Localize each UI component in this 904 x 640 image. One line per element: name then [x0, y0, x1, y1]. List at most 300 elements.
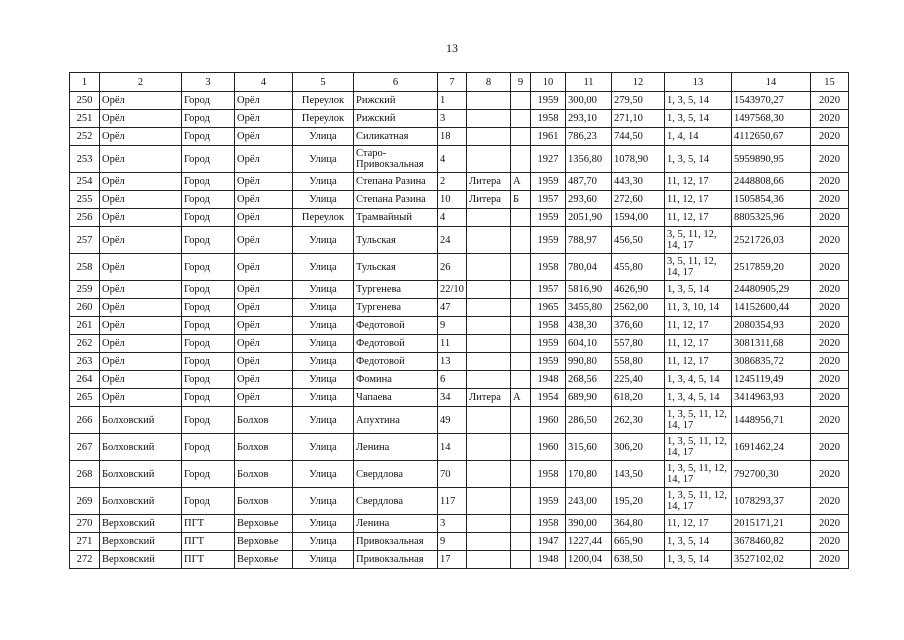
cell-plan-year: 2020	[811, 317, 849, 335]
cell-total-area: 1356,80	[566, 146, 612, 173]
cell-letter: Б	[511, 191, 531, 209]
cell-cost: 2517859,20	[732, 254, 811, 281]
cell-letter: А	[511, 173, 531, 191]
cell-total-area: 1200,04	[566, 551, 612, 569]
cell-settlement: Болхов	[235, 488, 293, 515]
table-row	[70, 227, 849, 254]
cell-district: Болховский	[100, 434, 182, 461]
cell-total-area: 438,30	[566, 317, 612, 335]
column-header: 1	[70, 73, 100, 92]
cell-street: Рижский	[354, 110, 438, 128]
cell-cost: 2015171,21	[732, 515, 811, 533]
cell-cost: 1543970,27	[732, 92, 811, 110]
cell-total-area: 286,50	[566, 407, 612, 434]
column-header: 4	[235, 73, 293, 92]
cell-settlement: Орёл	[235, 335, 293, 353]
cell-plan-year: 2020	[811, 209, 849, 227]
cell-street: Степана Разина	[354, 191, 438, 209]
cell-plan-year: 2020	[811, 434, 849, 461]
cell-year: 1954	[531, 389, 566, 407]
cell-row-number: 263	[70, 353, 100, 371]
cell-work-types: 11, 12, 17	[665, 317, 732, 335]
cell-year: 1957	[531, 281, 566, 299]
cell-district: Орёл	[100, 110, 182, 128]
cell-work-types: 1, 3, 5, 14	[665, 533, 732, 551]
cell-letter	[511, 146, 531, 173]
column-header: 10	[531, 73, 566, 92]
cell-house-number: 11	[438, 335, 467, 353]
table-row	[70, 407, 849, 434]
cell-settlement: Верховье	[235, 551, 293, 569]
cell-row-number: 253	[70, 146, 100, 173]
column-header: 12	[612, 73, 665, 92]
cell-living-area: 4626,90	[612, 281, 665, 299]
cell-letter-label	[467, 281, 511, 299]
cell-living-area: 2562,00	[612, 299, 665, 317]
cell-cost: 1505854,36	[732, 191, 811, 209]
cell-work-types: 11, 12, 17	[665, 335, 732, 353]
cell-settlement-type: Город	[182, 92, 235, 110]
cell-street-type: Улица	[293, 353, 354, 371]
cell-district: Орёл	[100, 389, 182, 407]
cell-settlement-type: Город	[182, 353, 235, 371]
cell-year: 1959	[531, 488, 566, 515]
cell-row-number: 269	[70, 488, 100, 515]
buildings-table	[69, 72, 849, 569]
cell-plan-year: 2020	[811, 389, 849, 407]
cell-district: Орёл	[100, 128, 182, 146]
cell-street: Старо-Привокзальная	[354, 146, 438, 173]
cell-settlement-type: Город	[182, 173, 235, 191]
table-row	[70, 389, 849, 407]
cell-living-area: 225,40	[612, 371, 665, 389]
cell-street-type: Улица	[293, 317, 354, 335]
cell-settlement: Орёл	[235, 281, 293, 299]
cell-work-types: 1, 3, 5, 14	[665, 146, 732, 173]
cell-year: 1965	[531, 299, 566, 317]
cell-plan-year: 2020	[811, 146, 849, 173]
cell-district: Верховский	[100, 515, 182, 533]
cell-house-number: 24	[438, 227, 467, 254]
cell-cost: 1691462,24	[732, 434, 811, 461]
cell-living-area: 455,80	[612, 254, 665, 281]
cell-street: Федотовой	[354, 335, 438, 353]
table-row	[70, 191, 849, 209]
column-header: 13	[665, 73, 732, 92]
cell-district: Орёл	[100, 299, 182, 317]
cell-settlement: Орёл	[235, 110, 293, 128]
cell-year: 1960	[531, 407, 566, 434]
cell-work-types: 11, 3, 10, 14	[665, 299, 732, 317]
cell-settlement-type: Город	[182, 281, 235, 299]
cell-work-types: 11, 12, 17	[665, 209, 732, 227]
cell-work-types: 11, 12, 17	[665, 173, 732, 191]
cell-cost: 792700,30	[732, 461, 811, 488]
cell-street: Федотовой	[354, 317, 438, 335]
cell-settlement: Орёл	[235, 317, 293, 335]
cell-street: Степана Разина	[354, 173, 438, 191]
cell-street: Привокзальная	[354, 551, 438, 569]
table-row	[70, 254, 849, 281]
cell-street-type: Улица	[293, 299, 354, 317]
cell-work-types: 1, 3, 5, 11, 12, 14, 17	[665, 488, 732, 515]
cell-work-types: 11, 12, 17	[665, 191, 732, 209]
cell-letter-label	[467, 515, 511, 533]
cell-street: Ленина	[354, 515, 438, 533]
cell-settlement: Болхов	[235, 407, 293, 434]
cell-work-types: 1, 4, 14	[665, 128, 732, 146]
table-header-row	[70, 73, 849, 92]
cell-living-area: 1078,90	[612, 146, 665, 173]
cell-letter-label	[467, 407, 511, 434]
column-header: 11	[566, 73, 612, 92]
cell-total-area: 2051,90	[566, 209, 612, 227]
table-row	[70, 551, 849, 569]
cell-year: 1958	[531, 317, 566, 335]
cell-living-area: 143,50	[612, 461, 665, 488]
cell-settlement: Орёл	[235, 146, 293, 173]
cell-plan-year: 2020	[811, 191, 849, 209]
cell-settlement: Орёл	[235, 389, 293, 407]
cell-year: 1959	[531, 335, 566, 353]
cell-district: Орёл	[100, 371, 182, 389]
cell-year: 1959	[531, 92, 566, 110]
cell-total-area: 604,10	[566, 335, 612, 353]
column-header: 6	[354, 73, 438, 92]
cell-living-area: 557,80	[612, 335, 665, 353]
cell-year: 1958	[531, 254, 566, 281]
cell-plan-year: 2020	[811, 227, 849, 254]
cell-total-area: 786,23	[566, 128, 612, 146]
cell-house-number: 47	[438, 299, 467, 317]
cell-living-area: 558,80	[612, 353, 665, 371]
table-row	[70, 533, 849, 551]
cell-street-type: Улица	[293, 389, 354, 407]
cell-settlement-type: Город	[182, 335, 235, 353]
cell-letter-label	[467, 371, 511, 389]
cell-letter-label	[467, 209, 511, 227]
cell-street-type: Улица	[293, 254, 354, 281]
cell-district: Орёл	[100, 281, 182, 299]
cell-letter	[511, 461, 531, 488]
cell-house-number: 22/10	[438, 281, 467, 299]
cell-plan-year: 2020	[811, 299, 849, 317]
cell-total-area: 170,80	[566, 461, 612, 488]
column-header: 3	[182, 73, 235, 92]
column-header: 14	[732, 73, 811, 92]
cell-settlement-type: Город	[182, 488, 235, 515]
cell-house-number: 13	[438, 353, 467, 371]
cell-letter	[511, 299, 531, 317]
cell-letter-label	[467, 353, 511, 371]
cell-work-types: 1, 3, 5, 14	[665, 551, 732, 569]
cell-total-area: 1227,44	[566, 533, 612, 551]
cell-year: 1927	[531, 146, 566, 173]
table-row	[70, 461, 849, 488]
cell-letter	[511, 254, 531, 281]
cell-plan-year: 2020	[811, 92, 849, 110]
cell-district: Орёл	[100, 209, 182, 227]
cell-plan-year: 2020	[811, 281, 849, 299]
cell-settlement-type: ПГТ	[182, 515, 235, 533]
cell-letter	[511, 281, 531, 299]
cell-year: 1959	[531, 209, 566, 227]
cell-settlement-type: Город	[182, 389, 235, 407]
table-row	[70, 434, 849, 461]
cell-street-type: Улица	[293, 551, 354, 569]
cell-total-area: 689,90	[566, 389, 612, 407]
cell-year: 1959	[531, 353, 566, 371]
cell-house-number: 49	[438, 407, 467, 434]
cell-year: 1958	[531, 110, 566, 128]
cell-living-area: 638,50	[612, 551, 665, 569]
cell-total-area: 5816,90	[566, 281, 612, 299]
cell-cost: 5959890,95	[732, 146, 811, 173]
cell-house-number: 34	[438, 389, 467, 407]
cell-district: Орёл	[100, 254, 182, 281]
cell-street: Силикатная	[354, 128, 438, 146]
cell-row-number: 251	[70, 110, 100, 128]
cell-plan-year: 2020	[811, 488, 849, 515]
cell-work-types: 11, 12, 17	[665, 353, 732, 371]
cell-house-number: 17	[438, 551, 467, 569]
table-row	[70, 128, 849, 146]
cell-house-number: 18	[438, 128, 467, 146]
cell-house-number: 4	[438, 146, 467, 173]
cell-letter-label: Литера	[467, 191, 511, 209]
cell-cost: 1245119,49	[732, 371, 811, 389]
cell-letter	[511, 533, 531, 551]
cell-plan-year: 2020	[811, 173, 849, 191]
cell-house-number: 70	[438, 461, 467, 488]
cell-letter-label	[467, 92, 511, 110]
cell-district: Орёл	[100, 191, 182, 209]
cell-settlement: Верховье	[235, 533, 293, 551]
cell-work-types: 1, 3, 4, 5, 14	[665, 389, 732, 407]
cell-settlement: Орёл	[235, 173, 293, 191]
cell-street-type: Улица	[293, 173, 354, 191]
cell-house-number: 3	[438, 110, 467, 128]
cell-plan-year: 2020	[811, 254, 849, 281]
cell-row-number: 260	[70, 299, 100, 317]
cell-total-area: 243,00	[566, 488, 612, 515]
cell-living-area: 665,90	[612, 533, 665, 551]
cell-settlement-type: Город	[182, 317, 235, 335]
cell-settlement-type: Город	[182, 299, 235, 317]
cell-street: Чапаева	[354, 389, 438, 407]
cell-settlement: Орёл	[235, 191, 293, 209]
cell-total-area: 487,70	[566, 173, 612, 191]
cell-district: Орёл	[100, 146, 182, 173]
column-header: 2	[100, 73, 182, 92]
cell-district: Болховский	[100, 461, 182, 488]
cell-total-area: 293,60	[566, 191, 612, 209]
cell-plan-year: 2020	[811, 533, 849, 551]
cell-street-type: Улица	[293, 146, 354, 173]
cell-house-number: 3	[438, 515, 467, 533]
cell-year: 1948	[531, 551, 566, 569]
cell-plan-year: 2020	[811, 335, 849, 353]
cell-row-number: 272	[70, 551, 100, 569]
page-number: 13	[446, 41, 458, 55]
cell-settlement-type: Город	[182, 110, 235, 128]
cell-cost: 3527102,02	[732, 551, 811, 569]
cell-living-area: 443,30	[612, 173, 665, 191]
cell-row-number: 259	[70, 281, 100, 299]
cell-settlement-type: Город	[182, 254, 235, 281]
table-row	[70, 92, 849, 110]
cell-street: Тульская	[354, 254, 438, 281]
cell-row-number: 271	[70, 533, 100, 551]
cell-settlement: Орёл	[235, 254, 293, 281]
table-row	[70, 371, 849, 389]
table-row	[70, 146, 849, 173]
cell-settlement-type: ПГТ	[182, 551, 235, 569]
cell-settlement: Орёл	[235, 227, 293, 254]
cell-living-area: 456,50	[612, 227, 665, 254]
cell-work-types: 1, 3, 5, 11, 12, 14, 17	[665, 461, 732, 488]
cell-house-number: 6	[438, 371, 467, 389]
cell-work-types: 1, 3, 5, 14	[665, 92, 732, 110]
column-header: 9	[511, 73, 531, 92]
table-row	[70, 110, 849, 128]
cell-living-area: 364,80	[612, 515, 665, 533]
cell-house-number: 117	[438, 488, 467, 515]
cell-row-number: 266	[70, 407, 100, 434]
cell-street: Свердлова	[354, 488, 438, 515]
cell-house-number: 2	[438, 173, 467, 191]
cell-street-type: Улица	[293, 461, 354, 488]
cell-living-area: 376,60	[612, 317, 665, 335]
cell-settlement: Орёл	[235, 128, 293, 146]
cell-cost: 1497568,30	[732, 110, 811, 128]
cell-plan-year: 2020	[811, 353, 849, 371]
cell-settlement-type: Город	[182, 371, 235, 389]
cell-street: Федотовой	[354, 353, 438, 371]
cell-letter: А	[511, 389, 531, 407]
cell-house-number: 14	[438, 434, 467, 461]
cell-house-number: 1	[438, 92, 467, 110]
cell-street: Рижский	[354, 92, 438, 110]
cell-row-number: 256	[70, 209, 100, 227]
cell-street: Свердлова	[354, 461, 438, 488]
column-header: 7	[438, 73, 467, 92]
cell-street-type: Улица	[293, 335, 354, 353]
cell-street-type: Улица	[293, 371, 354, 389]
cell-cost: 3086835,72	[732, 353, 811, 371]
cell-street: Трамвайный	[354, 209, 438, 227]
cell-cost: 3414963,93	[732, 389, 811, 407]
cell-year: 1948	[531, 371, 566, 389]
table-row	[70, 173, 849, 191]
cell-letter-label: Литера	[467, 173, 511, 191]
cell-row-number: 261	[70, 317, 100, 335]
cell-letter	[511, 128, 531, 146]
cell-plan-year: 2020	[811, 128, 849, 146]
cell-letter-label	[467, 335, 511, 353]
cell-cost: 2521726,03	[732, 227, 811, 254]
cell-settlement-type: Город	[182, 227, 235, 254]
cell-settlement-type: Город	[182, 146, 235, 173]
table-row	[70, 209, 849, 227]
cell-plan-year: 2020	[811, 515, 849, 533]
cell-work-types: 1, 3, 5, 11, 12, 14, 17	[665, 407, 732, 434]
table-row	[70, 299, 849, 317]
table-row	[70, 281, 849, 299]
cell-work-types: 3, 5, 11, 12, 14, 17	[665, 254, 732, 281]
cell-row-number: 265	[70, 389, 100, 407]
cell-letter	[511, 434, 531, 461]
cell-settlement: Орёл	[235, 92, 293, 110]
cell-street-type: Переулок	[293, 110, 354, 128]
cell-street: Фомина	[354, 371, 438, 389]
table-row	[70, 353, 849, 371]
cell-living-area: 195,20	[612, 488, 665, 515]
cell-street-type: Улица	[293, 515, 354, 533]
cell-letter-label	[467, 299, 511, 317]
cell-letter	[511, 209, 531, 227]
cell-street-type: Улица	[293, 281, 354, 299]
cell-year: 1960	[531, 434, 566, 461]
cell-letter	[511, 371, 531, 389]
cell-row-number: 270	[70, 515, 100, 533]
cell-total-area: 293,10	[566, 110, 612, 128]
cell-letter-label: Литера	[467, 389, 511, 407]
cell-letter-label	[467, 533, 511, 551]
cell-row-number: 258	[70, 254, 100, 281]
cell-year: 1959	[531, 227, 566, 254]
cell-row-number: 268	[70, 461, 100, 488]
cell-work-types: 1, 3, 4, 5, 14	[665, 371, 732, 389]
cell-letter	[511, 515, 531, 533]
cell-settlement-type: Город	[182, 128, 235, 146]
cell-cost: 4112650,67	[732, 128, 811, 146]
cell-cost: 3678460,82	[732, 533, 811, 551]
cell-letter-label	[467, 146, 511, 173]
cell-district: Орёл	[100, 173, 182, 191]
cell-row-number: 254	[70, 173, 100, 191]
cell-letter-label	[467, 551, 511, 569]
column-header: 8	[467, 73, 511, 92]
cell-letter-label	[467, 227, 511, 254]
cell-work-types: 11, 12, 17	[665, 515, 732, 533]
cell-living-area: 262,30	[612, 407, 665, 434]
cell-letter	[511, 92, 531, 110]
cell-district: Болховский	[100, 488, 182, 515]
cell-year: 1958	[531, 515, 566, 533]
cell-street: Тульская	[354, 227, 438, 254]
cell-district: Верховский	[100, 533, 182, 551]
cell-living-area: 279,50	[612, 92, 665, 110]
cell-letter-label	[467, 434, 511, 461]
cell-house-number: 9	[438, 317, 467, 335]
table-row	[70, 488, 849, 515]
cell-cost: 14152600,44	[732, 299, 811, 317]
cell-year: 1958	[531, 461, 566, 488]
cell-living-area: 306,20	[612, 434, 665, 461]
cell-row-number: 264	[70, 371, 100, 389]
cell-total-area: 390,00	[566, 515, 612, 533]
cell-street-type: Улица	[293, 128, 354, 146]
cell-letter	[511, 110, 531, 128]
cell-street: Привокзальная	[354, 533, 438, 551]
cell-total-area: 990,80	[566, 353, 612, 371]
cell-living-area: 1594,00	[612, 209, 665, 227]
cell-letter	[511, 407, 531, 434]
cell-house-number: 26	[438, 254, 467, 281]
cell-letter-label	[467, 461, 511, 488]
cell-cost: 24480905,29	[732, 281, 811, 299]
